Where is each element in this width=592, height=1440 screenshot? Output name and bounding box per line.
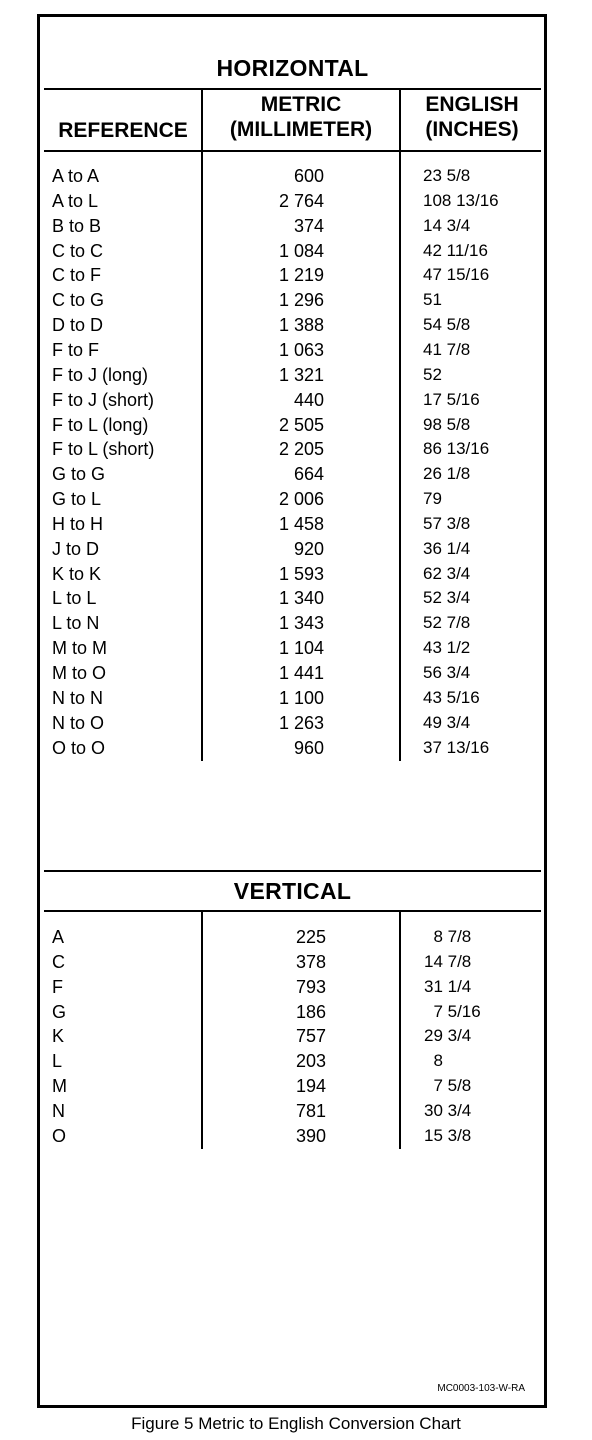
horizontal-row [0,688,592,713]
reference-cell: C to G [52,290,105,311]
metric-cell: 1 441 [278,663,324,683]
horizontal-row [0,390,592,415]
reference-cell: A [52,927,65,947]
reference-cell: K to K [52,563,102,584]
reference-cell: G to G [52,464,106,485]
english-cell: 52 [423,364,442,384]
english-cell: 54 5/8 [423,315,471,335]
vertical-row [0,1051,592,1076]
vertical-top-rule [44,870,541,872]
reference-cell: F to F [52,339,100,360]
reference-cell: C to F [52,265,102,286]
english-cell: 86 13/16 [423,439,490,459]
vertical-row [0,1002,592,1027]
english-cell: 57 3/8 [423,513,471,533]
english-cell: 7 5/16 [424,1001,481,1021]
english-header-line2: (INCHES) [425,118,519,141]
reference-cell: M to O [52,663,107,683]
metric-cell: 1 593 [278,563,324,584]
metric-cell: 1 084 [278,240,324,261]
english-cell: 43 1/2 [423,638,471,658]
english-cell: 17 5/16 [423,389,480,409]
metric-cell: 2 764 [278,190,324,211]
english-cell: 52 7/8 [423,613,471,633]
vertical-row [0,1026,592,1051]
horizontal-row [0,514,592,539]
reference-cell: G [52,1001,67,1022]
vertical-row [0,1126,592,1151]
horizontal-row [0,241,592,266]
horizontal-row [0,613,592,638]
reference-cell: B to B [52,215,102,236]
reference-cell: N [52,1100,65,1121]
english-cell: 26 1/8 [423,464,471,484]
metric-cell: 1 063 [278,339,324,360]
metric-cell: 600 [293,166,324,186]
metric-cell: 1 100 [278,687,324,708]
reference-cell: L to L [52,588,97,609]
reference-cell: A to A [52,166,100,186]
reference-cell: F to J (short) [52,389,155,410]
horizontal-row [0,588,592,613]
horizontal-row [0,315,592,340]
horizontal-row [0,290,592,315]
reference-cell: J to D [52,538,100,559]
english-cell: 62 3/4 [423,563,471,583]
metric-cell: 1 340 [278,588,324,609]
english-cell: 8 [424,1051,443,1071]
vertical-row [0,977,592,1002]
metric-header-line2: (MILLIMETER) [229,118,373,141]
horizontal-row [0,564,592,589]
horizontal-row [0,365,592,390]
horizontal-row [0,464,592,489]
figure-code: MC0003-103-W-RA [437,1383,525,1394]
horizontal-row [0,663,592,688]
vertical-row [0,927,592,952]
english-cell: 31 1/4 [424,976,472,996]
reference-cell: M [52,1076,67,1097]
vertical-title-rule [44,910,541,912]
metric-cell: 781 [295,1100,326,1121]
horizontal-title-rule [44,88,541,90]
horizontal-title: HORIZONTAL [216,55,369,81]
horizontal-row [0,191,592,216]
metric-cell: 793 [295,976,326,997]
header-rule [44,150,541,152]
english-cell: 79 [423,489,442,509]
metric-cell: 1 458 [278,513,324,534]
horizontal-row [0,439,592,464]
english-cell: 51 [423,290,442,310]
metric-cell: 203 [295,1051,326,1072]
metric-cell: 440 [293,389,324,410]
reference-cell: L [52,1051,63,1072]
figure-caption: Figure 5 Metric to English Conversion Chart [131,1414,461,1433]
reference-cell: F [52,976,63,997]
metric-cell: 1 343 [278,613,324,634]
metric-cell: 2 006 [278,489,324,510]
metric-header-line1: METRIC [260,93,342,116]
english-cell: 98 5/8 [423,414,471,434]
reference-cell: H to H [52,513,104,534]
english-cell: 37 13/16 [423,737,490,757]
metric-cell: 186 [295,1001,326,1022]
english-header-line1: ENGLISH [425,93,519,116]
reference-cell: A to L [52,190,99,211]
horizontal-row [0,489,592,514]
vertical-row [0,1076,592,1101]
metric-cell: 1 219 [278,265,324,286]
english-cell: 23 5/8 [423,166,471,185]
english-cell: 42 11/16 [423,240,488,260]
reference-cell: D to D [52,315,104,336]
reference-cell: F to L (short) [52,439,155,460]
metric-cell: 2 505 [278,414,324,435]
english-cell: 108 13/16 [423,190,499,210]
english-cell: 15 3/8 [424,1125,472,1145]
reference-cell: N to O [52,712,105,733]
english-cell: 14 7/8 [424,951,472,971]
horizontal-row [0,415,592,440]
reference-cell: K [52,1026,65,1047]
metric-cell: 664 [293,464,324,485]
vertical-row [0,952,592,977]
metric-cell: 225 [295,927,326,947]
metric-cell: 390 [295,1125,326,1146]
horizontal-row [0,713,592,738]
metric-cell: 1 104 [278,638,324,659]
english-cell: 47 15/16 [423,265,490,285]
english-cell: 7 5/8 [424,1076,472,1096]
metric-cell: 757 [295,1026,326,1047]
english-cell: 49 3/4 [423,712,471,732]
english-cell: 52 3/4 [423,588,471,608]
horizontal-row [0,216,592,241]
reference-cell: F to J (long) [52,364,149,385]
english-cell: 41 7/8 [423,339,471,359]
reference-cell: G to L [52,489,102,510]
reference-cell: O [52,1125,67,1146]
vertical-title: VERTICAL [233,878,352,904]
reference-cell: C [52,951,65,972]
metric-cell: 920 [293,538,324,559]
metric-cell: 378 [295,951,326,972]
metric-cell: 1 388 [278,315,324,336]
reference-cell: N to N [52,687,104,708]
vertical-row [0,1101,592,1126]
reference-cell: O to O [52,737,106,758]
reference-cell: M to M [52,638,108,659]
english-cell: 43 5/16 [423,687,480,707]
metric-cell: 1 296 [278,290,324,311]
english-cell: 30 3/4 [424,1100,472,1120]
english-cell: 56 3/4 [423,663,471,682]
english-cell: 29 3/4 [424,1026,472,1046]
metric-cell: 374 [293,215,324,236]
english-cell: 8 7/8 [424,927,472,946]
reference-cell: C to C [52,240,104,261]
metric-cell: 1 263 [278,712,324,733]
horizontal-row [0,738,592,763]
horizontal-row [0,265,592,290]
horizontal-row [0,166,592,191]
english-header [401,92,543,142]
horizontal-row [0,340,592,365]
horizontal-row [0,539,592,564]
metric-cell: 2 205 [278,439,324,460]
english-cell: 14 3/4 [423,215,471,235]
horizontal-row [0,638,592,663]
metric-cell: 1 321 [278,364,324,385]
reference-header: REFERENCE [58,119,188,142]
reference-cell: F to L (long) [52,414,149,435]
metric-cell: 194 [295,1076,326,1097]
english-cell: 36 1/4 [423,538,471,558]
reference-cell: L to N [52,613,100,634]
metric-header [203,92,399,142]
metric-cell: 960 [293,737,324,758]
